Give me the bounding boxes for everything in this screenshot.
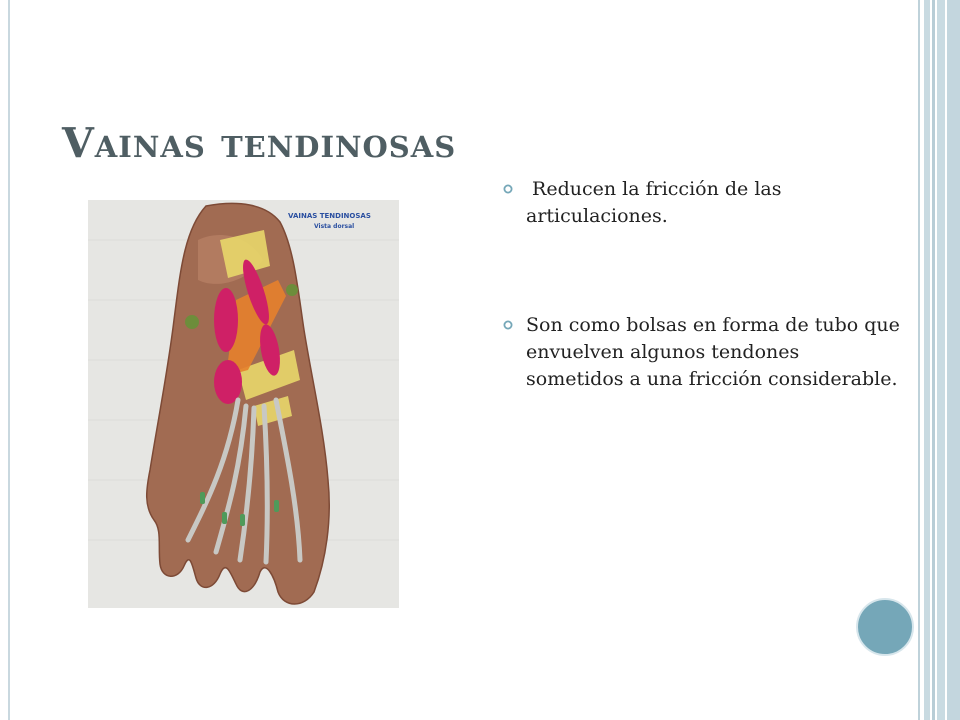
bullet-text: Son como bolsas en forma de tubo que envuelven algunos tendones sometidos a una fricción considerable. bbox=[526, 314, 900, 390]
frame-right-stripes bbox=[918, 0, 960, 720]
figure-label-title: VAINAS TENDINOSAS bbox=[288, 212, 371, 220]
ring-bullet-icon bbox=[503, 184, 513, 194]
slide-title: Vainas tendinosas bbox=[62, 119, 457, 168]
frame-left-rule bbox=[8, 0, 10, 720]
ring-bullet-icon bbox=[503, 320, 513, 330]
circle-decoration-icon bbox=[856, 598, 914, 656]
bullet-item bbox=[500, 176, 900, 230]
foot-tendon-sheath-illustration bbox=[88, 200, 399, 608]
bullet-list bbox=[500, 176, 900, 393]
figure-label-subtitle: Vista dorsal bbox=[314, 223, 355, 230]
bullet-item bbox=[500, 312, 900, 393]
bullet-text: Reducen la fricción de las articulaciones. bbox=[526, 178, 788, 227]
